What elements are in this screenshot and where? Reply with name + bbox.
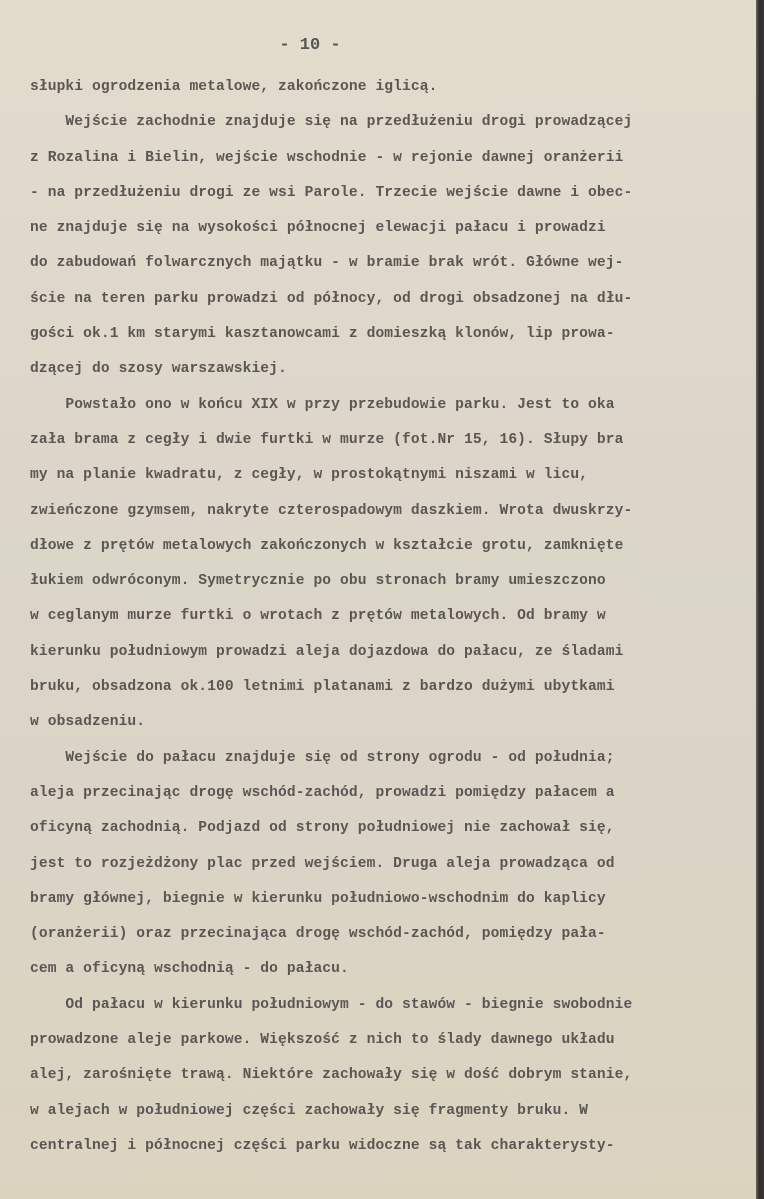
text-line: dzącej do szosy warszawskiej.	[30, 361, 287, 378]
text-line: w ceglanym murze furtki o wrotach z prętów metalowych. Od bramy w	[30, 608, 606, 625]
text-line: Od pałacu w kierunku południowym - do stawów - biegnie swobodnie	[30, 996, 633, 1013]
typewritten-text-body	[30, 70, 750, 1164]
text-line: dłowe z prętów metalowych zakończonych w kształcie grotu, zamknięte	[30, 537, 624, 554]
text-line: ście na teren parku prowadzi od północy, od drogi obsadzonej na dłu-	[30, 290, 633, 307]
text-line: - na przedłużeniu drogi ze wsi Parole. Trzecie wejście dawne i obec-	[30, 184, 633, 201]
text-line: bruku, obsadzona ok.100 letnimi platanami z bardzo dużymi ubytkami	[30, 679, 615, 696]
text-line: do zabudowań folwarcznych majątku - w bramie brak wrót. Główne wej-	[30, 255, 624, 272]
text-line: zwieńczone gzymsem, nakryte czterospadowym daszkiem. Wrota dwuskrzy-	[30, 502, 633, 519]
text-line: zała brama z cegły i dwie furtki w murze (fot.Nr 15, 16). Słupy bra	[30, 431, 624, 448]
text-line: Wejście do pałacu znajduje się od strony ogrodu - od południa;	[30, 749, 615, 766]
text-line: z Rozalina i Bielin, wejście wschodnie - w rejonie dawnej oranżerii	[30, 149, 624, 166]
text-line: bramy głównej, biegnie w kierunku południowo-wschodnim do kaplicy	[30, 890, 606, 907]
text-line: (oranżerii) oraz przecinająca drogę wschód-zachód, pomiędzy pała-	[30, 926, 606, 943]
text-line: gości ok.1 km starymi kasztanowcami z domieszką klonów, lip prowa-	[30, 326, 615, 343]
text-line: słupki ogrodzenia metalowe, zakończone iglicą.	[30, 79, 438, 95]
text-line: ne znajduje się na wysokości północnej elewacji pałacu i prowadzi	[30, 220, 606, 237]
text-line: jest to rozjeżdżony plac przed wejściem. Druga aleja prowadząca od	[30, 855, 615, 872]
text-line: cem a oficyną wschodnią - do pałacu.	[30, 961, 349, 978]
text-line: prowadzone aleje parkowe. Większość z nich to ślady dawnego układu	[30, 1032, 615, 1049]
text-line: Powstało ono w końcu XIX w przy przebudowie parku. Jest to oka	[30, 396, 615, 413]
text-line: alej, zarośnięte trawą. Niektóre zachowały się w dość dobrym stanie,	[30, 1067, 633, 1084]
text-line: w alejach w południowej części zachowały się fragmenty bruku. W	[30, 1102, 589, 1119]
text-line: w obsadzeniu.	[30, 714, 146, 731]
text-line: Wejście zachodnie znajduje się na przedłużeniu drogi prowadzącej	[30, 114, 633, 131]
page-edge-shadow	[756, 0, 764, 1199]
text-line: centralnej i północnej części parku widoczne są tak charakterysty-	[30, 1137, 615, 1154]
text-line: łukiem odwróconym. Symetrycznie po obu stronach bramy umieszczono	[30, 573, 606, 590]
text-line: kierunku południowym prowadzi aleja dojazdowa do pałacu, ze śladami	[30, 643, 624, 660]
text-line: my na planie kwadratu, z cegły, w prostokątnymi niszami w licu,	[30, 467, 589, 484]
text-line: aleja przecinając drogę wschód-zachód, prowadzi pomiędzy pałacem a	[30, 784, 615, 801]
text-line: oficyną zachodnią. Podjazd od strony południowej nie zachował się,	[30, 820, 615, 837]
page-number: - 10 -	[279, 36, 341, 55]
